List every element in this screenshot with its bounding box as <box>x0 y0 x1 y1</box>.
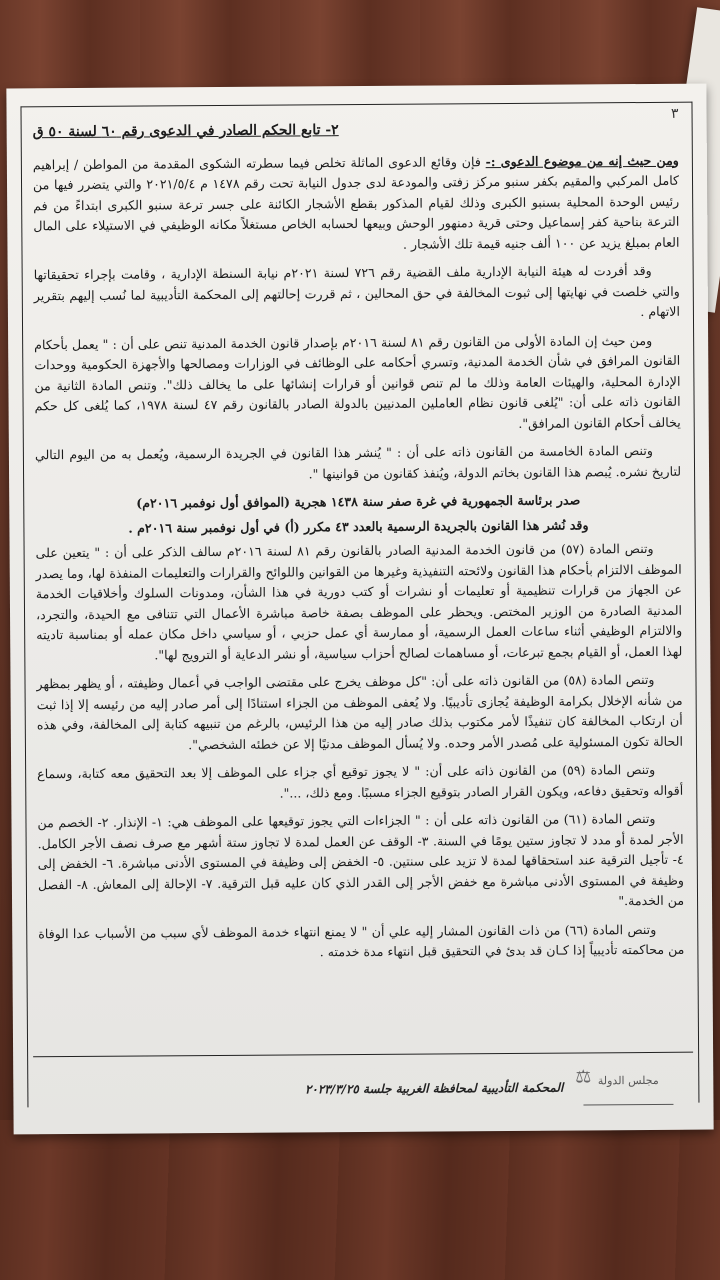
page-number: ٣ <box>670 105 679 122</box>
paragraph-article-5: وتنص المادة الخامسة من القانون ذاته على أن : " يُنشر هذا القانون في الجريدة الرسمية، ويُعمل به من اليوم التالي لتاريخ نشره. يُبصم هذا القانون بخاتم الدولة، ويُنفذ كقانون من قوانينها ". <box>34 442 682 481</box>
paragraph-facts <box>33 150 680 257</box>
issued-line-1: صدر برئاسة الجمهورية في غرة صفر سنة ١٤٣٨ هجرية (الموافق أول نوفمبر ٢٠١٦م) <box>136 492 581 511</box>
wooden-table-bottom <box>0 1120 720 1280</box>
paragraph-investigation: وقد أفردت له هيئة النيابة الإدارية ملف القضية رقم ٧٢٦ لسنة ٢٠٢١م نيابة السنطة الإدارية ، وقامت بإجراء تحقيقاتها والتي خلصت في نهايتها إلى ثبوت المخالفة في حق المحالين ، ثم قررت إحالتهم إلى المحكمة التأديبية لما نُسب إليهم بتقرير الاتهام . <box>33 262 680 320</box>
state-council-seal <box>575 1066 673 1106</box>
paragraph-article-59: وتنص المادة (٥٩) من القانون ذاته على أن: " لا يجوز توقيع أي جزاء على الموظف إلا بعد التحقيق معه كتابة، وسماع أقواله وتحقيق دفاعه، ويكون القرار الصادر بتوقيع الجزاء مسببًا. ومع ذلك، ...". <box>37 761 684 801</box>
paragraph-lead: ومن حيث إنه من موضوع الدعوى :- <box>485 152 679 169</box>
scales-icon: ⚖ <box>575 1066 592 1088</box>
seal-label: مجلس الدولة <box>597 1073 659 1088</box>
paragraph-article-58: وتنص المادة (٥٨) من القانون ذاته على أن: "كل موظف يخرج على مقتضى الواجب في أعمال وظيفته ، أو يظهر بمظهر من شأنه الإخلال بكرامة الوظيفة يُجازى تأديبيًا. ولا يُعفى الموظف من الجزاء استنادًا إلى أمر صادر إليه من رئيسه إلا إذا ثبت أن ارتكاب المخالفة كان تنفيذًا لأمر مكتوب بذلك صادر إليه من هذا الرئيس، بالرغم من تنبيهه كتابة إلى المخالفة، وفي هذه الحالة تكون المسئولية على مُصدر الأمر وحده. ولا يُسأل الموظف مدنيًا إلا عن خطئه الشخصي". <box>36 671 683 752</box>
paragraph-article-66: وتنص المادة (٦٦) من ذات القانون المشار إليه علي أن " لا يمنع انتهاء خدمة الموظف لأي سبب من الأسباب عدا الوفاة من محاكمته تأديبياً إذا كـان قد بدئ في التحقيق قبل انتهاء مدة خدمته . <box>38 921 685 960</box>
page-title: ٢- تابع الحكم الصادر في الدعوى رقم ٦٠ لسنة ٥٠ ق <box>32 122 339 141</box>
paragraph-article-61: وتنص المادة (٦١) من القانون ذاته على أن : " الجزاءات التي يجوز توقيعها على الموظف هي: ١- الإنذار. ٢- الخصم من الأجر لمدة أو مدد لا تجاوز ستين يومًا في السنة. ٣- الوقف عن العمل لمدة لا تجاوز ستة أشهر مع صرف نصف الأجر الكامل. ٤- تأجيل الترقية عند استحقاقها لمدة لا تزيد على سنتين. ٥- الخفض إلى وظيفة في المستوى الأدنى مباشرة. ٦- الخفض إلى وظيفة في المستوى الأدنى مباشرة مع خفض الأجر إلى القدر الذي كان عليه قبل الترقية. ٧- الإحالة إلى المعاش. ٨- الفصل من الخدمة." <box>37 810 685 909</box>
document-body <box>33 112 685 973</box>
document-page <box>6 84 713 1135</box>
paragraph-article-1: ومن حيث إن المادة الأولى من القانون رقم ٨١ لسنة ٢٠١٦م بإصدار قانون الخدمة المدنية تنص على أن : " يعمل بأحكام القانون المرافق في شأن الخدمة المدنية، وتسري أحكامه على الوظائف في الوزارات ومصالحها والأجهزة الحكومية ووحدات الإدارة المحلية، والهيئات العامة وذلك ما لم تنص قوانين أو قرارات إنشائها على ما يخالف ذلك". وتنص المادة الثانية من القانون ذاته على أن: "يُلغى قانون نظام العاملين المدنيين بالدولة الصادر بالقانون رقم ٤٧ لسنة ١٩٧٨، كما يُلغى كل حكم يخالف أحكام القانون المرافق". <box>34 332 681 431</box>
footer-court-session: المحكمة التأديبية لمحافظة الغربية جلسة ٢٠٢٣/٣/٢٥ <box>304 1080 564 1097</box>
paragraph-text: فإن وقائع الدعوى الماثلة تخلص فيما سطرته الشكوى المقدمة من المواطن / إبراهيم كامل المركبي والمقيم بكفر سنبو مركز زفتى والمودعة لدى جدول النيابة تحت رقم ١٤٧٨ م ٢٠٢١/٥/٤ والتي يتضرر فيها من رئيس الوحدة المحلية بسنبو الكبرى وذلك لقيام المذكور بقطع الأشجار الكائنة على جسر ترعة سنبو الكبرى ابتداءً من فم الترعة بناحية كفر إسماعيل وحتى قرية دمنهور الوحش وبيعها لحسابه الخاص مستغلاً مكانه الوظيفي في الاستيلاء على المال العام بمبلغ يزيد عن ١٠٠ ألف جنيه قيمة تلك الأشجار . <box>32 153 680 252</box>
page-footer <box>73 1066 673 1118</box>
paragraph-article-57: وتنص المادة (٥٧) من قانون الخدمة المدنية الصادر بالقانون رقم ٨١ لسنة ٢٠١٦م سالف الذكر على أن : " يتعين على الموظف الالتزام بأحكام هذا القانون ولائحته التنفيذية وغيرها من القوانين واللوائح والقرارات والتعليمات المنفذة لها، وما يصدر عن الجهاز من قرارات تنظيمية أو تعليمات أو نشرات أو كتب دورية في هذا الشأن، ومدونات السلوك وأخلاقيات الخدمة المدنية الصادرة من الوزير المختص. ويحظر على الموظف بصفة خاصة مباشرة الأعمال التي تتنافى مع الحيدة، والتجرد، والالتزام الوظيفي أثناء ساعات العمل الرسمية، أو ممارسة أي عمل حزبي ، أو سياسي داخل مكان عمله أو بمناسبة تاديته لهذا العمل، أو القيام بجمع تبرعات، أو مساهمات لصالح أحزاب سياسية، أو نشر الدعاية أو الترويج لها". <box>35 540 683 662</box>
issued-line-2: وقد نُشر هذا القانون بالجريدة الرسمية بالعدد ٤٣ مكرر (أ) في أول نوفمبر سنة ٢٠١٦م . <box>128 516 589 536</box>
